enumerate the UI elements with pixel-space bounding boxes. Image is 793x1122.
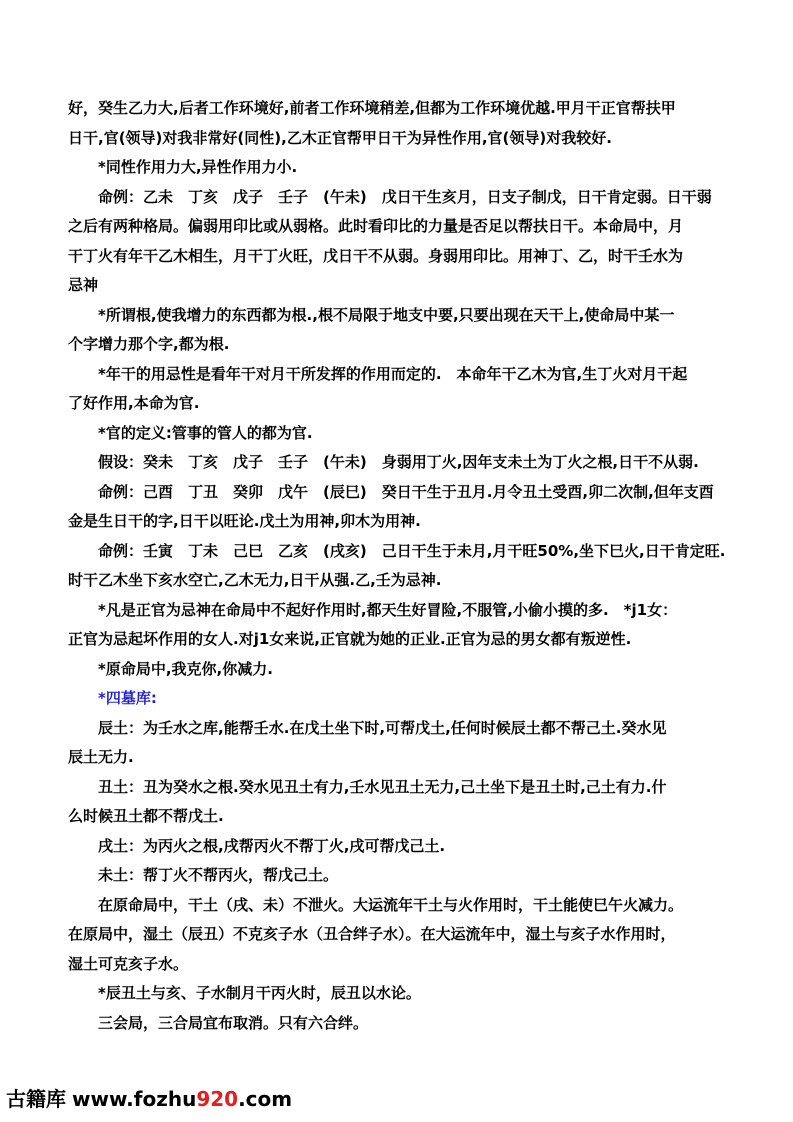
watermark-brand: 古籍库 [6, 1087, 66, 1111]
text-line: *凡是正官为忌神在命局中不起好作用时,都天生好冒险,不服管,小偷小摸的多. *j1女： [98, 600, 678, 619]
text-line: *同性作用力大,异性作用力小. [98, 158, 298, 176]
text-line: 在原命局中，干土（戌、未）不泄火。大运流年干土与火作用时，干土能使巳午火减力。 [98, 895, 684, 914]
text-line: 湿土可克亥子水。 [68, 954, 189, 973]
section-heading: *四墓库: [98, 689, 157, 707]
watermark-url-prefix: www.fozhu [72, 1087, 197, 1111]
text-line: 么时候丑土都不帮戊土. [68, 807, 224, 825]
text-line: *年干的用忌性是看年干对月干所发挥的作用而定的. 本命年干乙木为官,生丁火对月干起 [98, 364, 688, 383]
text-line: 命例：己酉 丁丑 癸卯 戊午 (辰巳) 癸日干生于丑月.月令丑土受酉,卯二次制,但年支酉 [98, 482, 714, 501]
text-line: 好，癸生乙力大,后者工作环境好,前者工作环境稍差,但都为工作环境优越.甲月干正官帮扶甲 [68, 99, 676, 117]
text-line: 忌神 [68, 276, 99, 294]
watermark-url-digits: 920 [196, 1087, 239, 1111]
text-line: 在原局中，湿土（辰丑）不克亥子水（丑合绊子水）。在大运流年中，湿土与亥子水作用时， [68, 925, 676, 943]
text-line: 日干,官(领导)对我非常好(同性),乙木正官帮甲日干为异性作用,官(领导)对我较好. [68, 128, 612, 147]
text-line: 辰土：为壬水之库,能帮壬水.在戊土坐下时,可帮戊土,任何时候辰土都不帮己土.癸水见 [98, 718, 667, 737]
text-line: 金是生日干的字,日干以旺论.戊土为用神,卯木为用神. [68, 512, 421, 530]
text-line: 假设：癸未 丁亥 戊子 壬子 (午未) 身弱用丁火,因年支未土为丁火之根,日干不从弱. [98, 453, 699, 471]
text-line: 了好作用,本命为官. [68, 394, 200, 412]
text-line: 命例：壬寅 丁未 己巳 乙亥 (戌亥) 己日干生于未月,月干旺50%,坐下巳火,日干肯定旺. [98, 541, 726, 560]
text-line: 未土：帮丁火不帮丙火，帮戊己土。 [98, 866, 339, 884]
text-line: 丑土：丑为癸水之根.癸水见丑土有力,壬水见丑土无力,己土坐下是丑土时,己土有力.什 [98, 777, 667, 796]
document-body [68, 94, 730, 1038]
text-line: 个字增力那个字,都为根. [68, 335, 230, 353]
text-line: 干丁火有年干乙木相生，月干丁火旺，戊日干不从弱。身弱用印比。用神丁、乙，时干壬水为 [68, 246, 684, 265]
watermark-url[interactable] [72, 1087, 292, 1111]
site-watermark [6, 1082, 292, 1116]
text-line: 之后有两种格局。偏弱用印比或从弱格。此时看印比的力量是否足以帮扶日干。本命局中，月 [68, 217, 684, 235]
text-line: 戌土：为丙火之根,戌帮丙火不帮丁火,戌可帮戊己土. [98, 836, 446, 855]
text-line: 时干乙木坐下亥水空亡,乙木无力,日干从强.乙,壬为忌神. [68, 571, 442, 589]
text-line: *辰丑土与亥、子水制月干丙火时，辰丑以水论。 [98, 984, 421, 1002]
text-line: 辰土无力. [68, 748, 134, 766]
watermark-url-suffix: .com [238, 1087, 293, 1111]
text-line: 命例：乙未 丁亥 戊子 壬子 (午未) 戊日干生亥月，日支子制戊，日干肯定弱。日干弱 [98, 187, 712, 206]
text-line: 三会局，三合局宜布取消。只有六合绊。 [98, 1013, 369, 1032]
text-line: *原命局中,我克你,你减力. [98, 659, 273, 678]
text-line: 正官为忌起坏作用的女人.对j1女来说,正官就为她的正业.正官为忌的男女都有叛逆性. [68, 630, 632, 648]
text-line: *官的定义:管事的管人的都为官. [98, 423, 313, 442]
text-line: *所谓根,使我增力的东西都为根.,根不局限于地支中要,只要出现在天干上,使命局中某一 [98, 305, 675, 324]
